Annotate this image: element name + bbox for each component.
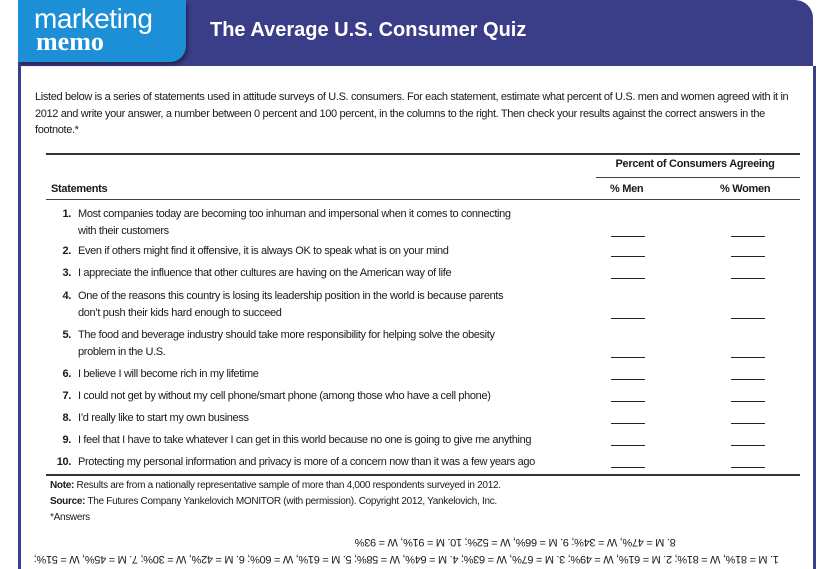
men-answer-blank[interactable] <box>611 401 645 402</box>
note-line <box>50 480 501 491</box>
header-bottom-rule <box>46 199 800 200</box>
page-title: The Average U.S. Consumer Quiz <box>210 19 527 41</box>
statement-text <box>78 410 598 427</box>
statement-text <box>78 206 598 240</box>
statement-text <box>78 243 598 260</box>
statement-text <box>78 432 598 449</box>
statement-text <box>78 265 598 282</box>
statement-line: don’t push their kids hard enough to succeed <box>78 307 282 319</box>
column-group-header: Percent of Consumers Agreeing <box>615 158 775 170</box>
group-header-rule <box>596 177 800 178</box>
answers-line-2: 8. M = 47%, W = 34%; 9. M = 66%, W = 52%; 10. M = 91%, W = 93% <box>355 536 676 548</box>
women-answer-blank[interactable] <box>731 445 765 446</box>
statement-line: problem in the U.S. <box>78 346 166 358</box>
statement-line: Most companies today are becoming too inhuman and impersonal when it comes to connecting <box>78 208 511 220</box>
statement-number: 4. <box>62 290 71 302</box>
men-answer-blank[interactable] <box>611 256 645 257</box>
answers-line-1: 1. M = 81%, W = 81%; 2. M = 61%, W = 49%; 3. M = 67%, W = 63%; 4. M = 64%, W = 58%; 5. M = 61%, W = 60%; 6. M = 42%, W = 30%; 7. M = 45%, W = 51%; <box>34 553 779 565</box>
men-column-header: % Men <box>610 183 644 195</box>
badge-line2: memo <box>36 27 104 56</box>
men-answer-blank[interactable] <box>611 379 645 380</box>
women-column-header: % Women <box>720 183 771 195</box>
statement-line: I believe I will become rich in my lifetime <box>78 368 259 380</box>
statements-header: Statements <box>51 183 108 195</box>
men-answer-blank[interactable] <box>611 318 645 319</box>
statement-line: Protecting my personal information and privacy is more of a concern now than it was a few years ago <box>78 456 535 468</box>
statement-number: 6. <box>62 368 71 380</box>
women-answer-blank[interactable] <box>731 357 765 358</box>
source-text: The Futures Company Yankelovich MONITOR (with permission). Copyright 2012, Yankelovich, Inc. <box>87 496 497 507</box>
statement-line: I appreciate the influence that other cultures are having on the American way of life <box>78 267 452 279</box>
men-answer-blank[interactable] <box>611 236 645 237</box>
note-label: Note: <box>50 480 75 491</box>
statement-line: Even if others might find it offensive, it is always OK to speak what is on your mind <box>78 245 449 257</box>
statement-number: 10. <box>56 456 71 468</box>
statement-number: 3. <box>62 267 71 279</box>
statement-line: One of the reasons this country is losing its leadership position in the world is because parents <box>78 290 504 302</box>
statement-number: 5. <box>62 329 71 341</box>
statement-text <box>78 388 598 405</box>
men-answer-blank[interactable] <box>611 467 645 468</box>
source-label: Source: <box>50 496 86 507</box>
women-answer-blank[interactable] <box>731 278 765 279</box>
statement-number: 9. <box>62 434 71 446</box>
men-answer-blank[interactable] <box>611 445 645 446</box>
statement-text <box>78 454 598 471</box>
women-answer-blank[interactable] <box>731 423 765 424</box>
statement-number: 7. <box>62 390 71 402</box>
statement-line: with their customers <box>78 225 169 237</box>
badge-line1: marketing <box>34 3 153 34</box>
statement-number: 1. <box>62 208 71 220</box>
women-answer-blank[interactable] <box>731 467 765 468</box>
table-bottom-rule <box>46 474 800 476</box>
women-answer-blank[interactable] <box>731 401 765 402</box>
statement-text <box>78 327 598 361</box>
answers-label: *Answers <box>50 512 90 523</box>
source-line <box>50 496 497 507</box>
men-answer-blank[interactable] <box>611 357 645 358</box>
women-answer-blank[interactable] <box>731 379 765 380</box>
men-answer-blank[interactable] <box>611 278 645 279</box>
women-answer-blank[interactable] <box>731 318 765 319</box>
statement-line: The food and beverage industry should take more responsibility for helping solve the obesity <box>78 329 495 341</box>
men-answer-blank[interactable] <box>611 423 645 424</box>
statement-line: I feel that I have to take whatever I can get in this world because no one is going to give me anything <box>78 434 532 446</box>
statement-line: I could not get by without my cell phone/smart phone (among those who have a cell phone) <box>78 390 491 402</box>
statement-text <box>78 288 598 322</box>
statement-number: 8. <box>62 412 71 424</box>
women-answer-blank[interactable] <box>731 256 765 257</box>
statement-line: I’d really like to start my own business <box>78 412 249 424</box>
women-answer-blank[interactable] <box>731 236 765 237</box>
intro-paragraph: Listed below is a series of statements used in attitude surveys of U.S. consumers. For each statement, estimate what percent of U.S. men and women agreed with it in 2012 and write your answer, a number between 0 percent and 100 percent, in the columns to the right. Then check your results against the correct answers in the footnote.* <box>35 91 789 136</box>
note-text: Results are from a nationally representative sample of more than 4,000 respondents surveyed in 2012. <box>76 480 501 491</box>
statement-text <box>78 366 598 383</box>
table-top-rule <box>46 153 800 155</box>
statement-number: 2. <box>62 245 71 257</box>
